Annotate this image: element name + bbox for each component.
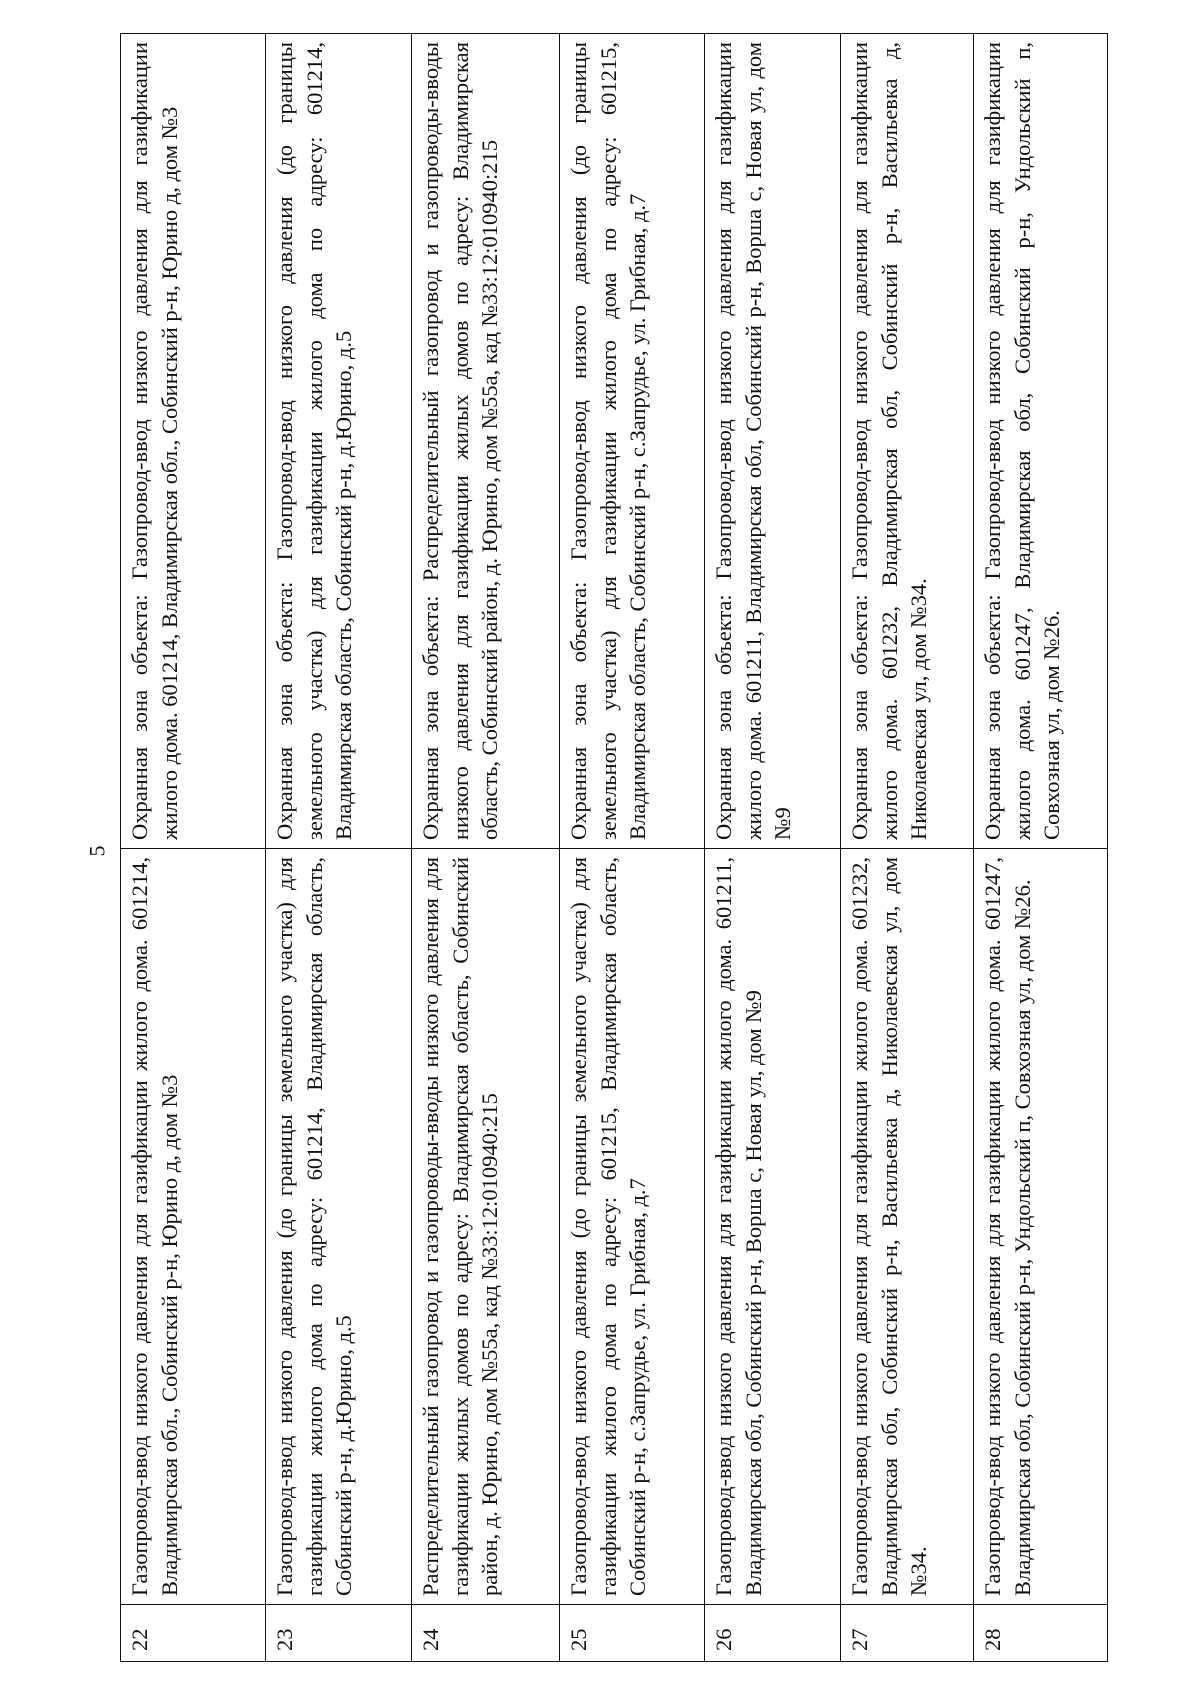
- row-number: 25: [560, 1605, 705, 1662]
- row-number: 26: [705, 1605, 841, 1662]
- object-description: Газопровод-ввод низкого давления (до границы земельного участка) для газификации жилого дома по адресу: 601215, Владимирская область, Собинский р-н, с.Запрудье, ул. Грибная, д.7: [560, 849, 705, 1605]
- object-description: Газопровод-ввод низкого давления для газификации жилого дома. 601211, Владимирская обл, Собинский р-н, Ворша с, Новая ул, дом №9: [705, 849, 841, 1605]
- row-number: 24: [412, 1605, 560, 1662]
- page-number: 5: [84, 845, 110, 857]
- protection-zone-description: Охранная зона объекта: Газопровод-ввод низкого давления (до границы земельного участка) для газификации жилого дома по адресу: 601215, Владимирская область, Собинский р-н, с.Запрудье, ул. Грибная, д.7: [560, 34, 705, 849]
- protection-zone-description: Охранная зона объекта: Газопровод-ввод низкого давления для газификации жилого дома. 601232, Владимирская обл, Собинский р-н, Васильевка д, Николаевская ул, дом №34.: [841, 34, 974, 849]
- protection-zone-description: Охранная зона объекта: Газопровод-ввод низкого давления для газификации жилого дома. 601214, Владимирская обл., Собинский р-н, Юрино д, дом №3: [121, 34, 266, 849]
- object-description: Газопровод-ввод низкого давления для газификации жилого дома. 601214, Владимирская обл., Собинский р-н, Юрино д, дом №3: [121, 849, 266, 1605]
- table-row: [560, 34, 705, 1662]
- table-row: [841, 34, 974, 1662]
- object-description: Газопровод-ввод низкого давления для газификации жилого дома. 601247, Владимирская обл, Собинский р-н, Ундольский п, Совхозная ул, дом №26.: [974, 849, 1108, 1605]
- object-description: Распределительный газопровод и газопроводы-вводы низкого давления для газификации жилых домов по адресу: Владимирская область, Собинский район, д. Юрино, дом №55а, кад №33:12:010940:215: [412, 849, 560, 1605]
- object-description: Газопровод-ввод низкого давления для газификации жилого дома. 601232, Владимирская обл, Собинский р-н, Васильевка д, Николаевская ул, дом №34.: [841, 849, 974, 1605]
- object-description: Газопровод-ввод низкого давления (до границы земельного участка) для газификации жилого дома по адресу: 601214, Владимирская область, Собинский р-н, д.Юрино, д.5: [266, 849, 412, 1605]
- gas-pipeline-registry-table: [120, 33, 1108, 1662]
- protection-zone-description: Охранная зона объекта: Газопровод-ввод низкого давления для газификации жилого дома. 601247, Владимирская обл, Собинский р-н, Ундольский п, Совхозная ул, дом №26.: [974, 34, 1108, 849]
- table-row: [705, 34, 841, 1662]
- table-row: [974, 34, 1108, 1662]
- row-number: 23: [266, 1605, 412, 1662]
- rotated-table-wrapper: [120, 34, 1107, 1662]
- table-row: [266, 34, 412, 1662]
- row-number: 27: [841, 1605, 974, 1662]
- protection-zone-description: Охранная зона объекта: Газопровод-ввод низкого давления для газификации жилого дома. 601211, Владимирская обл, Собинский р-н, Ворша с, Новая ул, дом №9: [705, 34, 841, 849]
- protection-zone-description: Охранная зона объекта: Распределительный газопровод и газопроводы-вводы низкого давления для газификации жилых домов по адресу: Владимирская область, Собинский район, д. Юрино, дом №55а, кад №33:12:010940:215: [412, 34, 560, 849]
- table-row: [412, 34, 560, 1662]
- table-row: [121, 34, 266, 1662]
- row-number: 22: [121, 1605, 266, 1662]
- protection-zone-description: Охранная зона объекта: Газопровод-ввод низкого давления (до границы земельного участка) для газификации жилого дома по адресу: 601214, Владимирская область, Собинский р-н, д.Юрино, д.5: [266, 34, 412, 849]
- row-number: 28: [974, 1605, 1108, 1662]
